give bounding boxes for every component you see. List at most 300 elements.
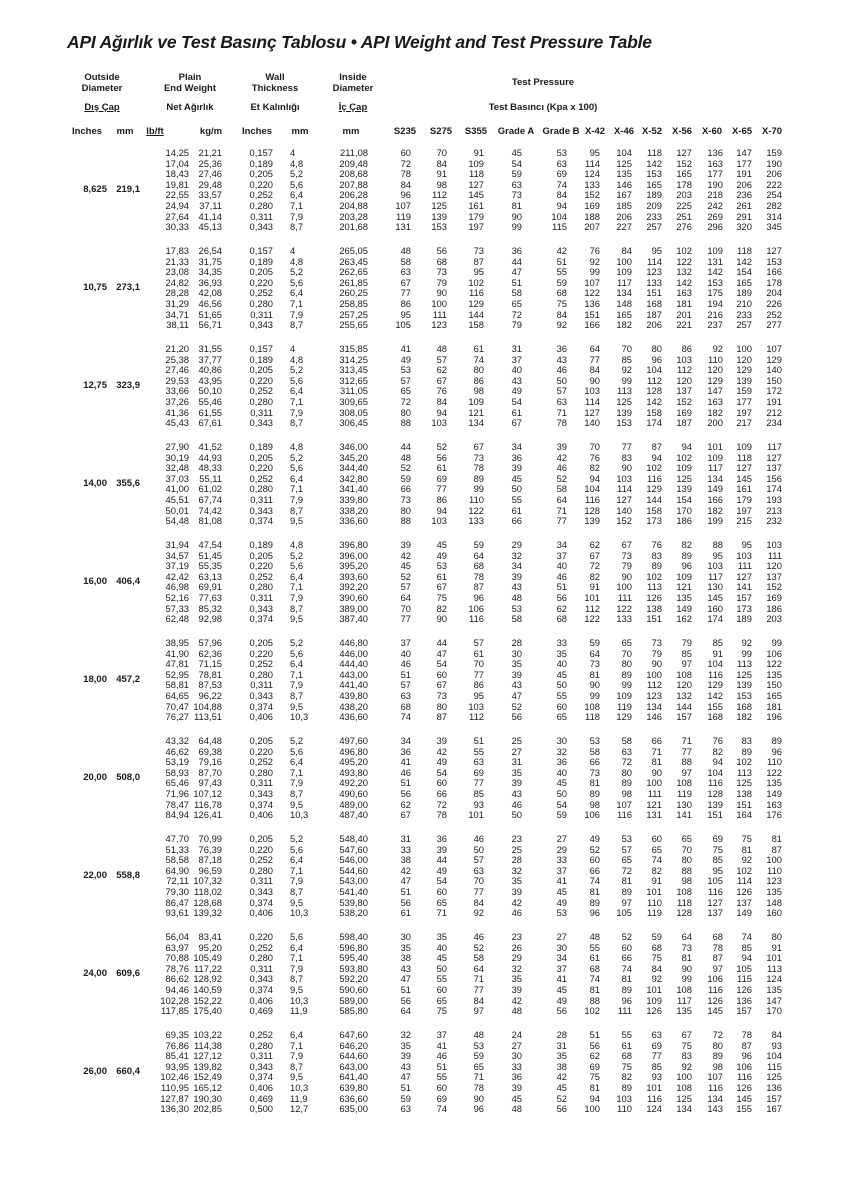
table-cell: 44 — [400, 441, 411, 452]
table-cell: 182 — [736, 711, 752, 723]
table-cell: 0,280 — [249, 200, 273, 211]
table-cell: 84 — [400, 178, 411, 190]
table-cell: 87 — [712, 952, 723, 964]
table-cell: 61 — [436, 462, 447, 474]
table-cell: 439,80 — [339, 690, 368, 701]
table-cell: 345 — [766, 221, 782, 233]
table-cell: 45 — [556, 1082, 567, 1093]
unit-header-1: mm — [116, 126, 134, 137]
table-cell: 82 — [589, 570, 600, 582]
table-cell: 110,95 — [161, 1082, 189, 1093]
table-cell: 28 — [511, 854, 522, 866]
table-cell: 58,93 — [165, 766, 189, 778]
table-cell: 64,65 — [165, 690, 189, 701]
table-cell: 49 — [436, 864, 447, 876]
table-cell: 122 — [766, 766, 782, 778]
table-cell: 81 — [741, 843, 752, 855]
table-cell: 43 — [511, 374, 522, 386]
table-cell: 52,95 — [165, 668, 189, 680]
table-cell: 89 — [651, 560, 662, 572]
table-cell: 590,60 — [339, 984, 368, 995]
table-cell: 102,46 — [160, 1071, 189, 1083]
table-cell: 70 — [589, 441, 600, 452]
table-cell: 100 — [646, 777, 662, 789]
table-cell: 258,85 — [339, 298, 368, 309]
table-cell: 139 — [707, 798, 723, 810]
table-cell: 8,7 — [290, 602, 304, 614]
header-outside-diameter — [72, 72, 132, 94]
table-cell: 31,55 — [198, 343, 222, 354]
table-cell: 92 — [681, 1060, 692, 1072]
table-cell: 0,343 — [249, 602, 273, 614]
table-cell: 116 — [708, 668, 723, 680]
table-cell: 38,95 — [165, 637, 189, 648]
table-cell: 182 — [707, 504, 723, 516]
table-cell: 589,00 — [339, 994, 368, 1006]
table-cell: 146 — [616, 178, 632, 190]
table-cell: 39 — [511, 1082, 522, 1093]
table-cell: 49 — [511, 385, 522, 397]
table-cell: 126 — [646, 1005, 662, 1017]
table-cell: 81 — [511, 200, 522, 211]
table-cell: 339,80 — [339, 494, 368, 505]
table-cell: 52 — [621, 931, 632, 942]
table-cell: 130 — [707, 581, 723, 593]
unit-header-14: X-52 — [641, 126, 663, 137]
table-cell: 139 — [676, 483, 692, 495]
table-cell: 129 — [646, 483, 662, 495]
table-cell: 242 — [707, 200, 723, 211]
table-cell: 104 — [584, 483, 600, 495]
table-cell: 0,205 — [249, 266, 273, 278]
table-cell: 96 — [400, 189, 411, 201]
table-cell: 29,53 — [165, 374, 189, 386]
table-cell: 139 — [736, 679, 752, 691]
table-cell: 40 — [436, 941, 447, 953]
table-cell: 154 — [676, 494, 692, 505]
unit-header-10: Grade A — [497, 126, 535, 137]
table-cell: 8,7 — [290, 788, 304, 799]
table-cell: 34 — [511, 441, 522, 452]
header-plain-end-weight — [155, 72, 225, 94]
table-cell: 186 — [766, 602, 782, 614]
table-cell: 40 — [556, 766, 567, 778]
header-wall-thickness — [240, 72, 310, 94]
table-cell: 0,311 — [250, 679, 273, 691]
table-cell: 118 — [737, 451, 752, 463]
table-cell: 88 — [589, 994, 600, 1006]
table-cell: 204,88 — [339, 200, 368, 211]
table-cell: 14,25 — [165, 147, 189, 158]
table-cell: 135 — [676, 592, 692, 603]
table-cell: 67 — [436, 374, 447, 386]
table-cell: 63 — [621, 745, 632, 757]
table-cell: 58 — [589, 745, 600, 757]
table-cell: 104 — [646, 364, 662, 376]
table-cell: 35 — [556, 647, 567, 659]
table-cell: 70 — [436, 147, 447, 158]
table-cell: 159 — [736, 385, 752, 397]
table-cell: 151 — [736, 798, 752, 810]
table-cell: 201,68 — [339, 221, 368, 233]
table-cell: 113 — [737, 766, 752, 778]
table-cell: 80 — [651, 343, 662, 354]
table-cell: 69 — [651, 1039, 662, 1051]
table-cell: 83 — [741, 735, 752, 746]
table-cell: 124 — [646, 1103, 662, 1115]
table-cell: 118 — [585, 711, 600, 723]
table-cell: 261 — [736, 200, 752, 211]
table-cell: 8,7 — [290, 973, 304, 985]
table-cell: 102 — [676, 245, 692, 256]
table-cell: 166 — [707, 494, 723, 505]
table-cell: 41,90 — [165, 647, 189, 659]
table-cell: 34 — [556, 952, 567, 964]
table-cell: 67 — [473, 441, 484, 452]
table-cell: 96 — [589, 907, 600, 919]
table-cell: 39 — [400, 539, 411, 550]
table-cell: 114 — [585, 157, 600, 169]
table-cell: 88 — [681, 864, 692, 876]
table-cell: 4,8 — [290, 255, 304, 267]
table-cell: 84 — [771, 1029, 782, 1040]
table-cell: 50 — [511, 483, 522, 495]
table-cell: 61 — [473, 647, 484, 659]
header-plain-end-weight-line2: End Weight — [163, 83, 217, 94]
table-cell: 70 — [400, 602, 411, 614]
table-cell: 59 — [473, 1050, 484, 1062]
table-cell: 79 — [681, 637, 692, 648]
table-cell: 152,22 — [193, 994, 222, 1006]
table-cell: 149 — [707, 483, 723, 495]
table-cell: 73 — [589, 766, 600, 778]
table-cell: 48 — [400, 245, 411, 256]
table-cell: 104 — [707, 658, 723, 670]
table-cell: 41,52 — [198, 441, 222, 452]
table-cell: 190 — [707, 178, 723, 190]
table-cell: 62 — [436, 364, 447, 376]
table-cell: 120 — [707, 364, 723, 376]
table-cell: 135 — [676, 1005, 692, 1017]
table-cell: 392,20 — [339, 581, 368, 593]
table-cell: 217 — [736, 417, 752, 429]
table-cell: 160 — [766, 907, 782, 919]
table-cell: 127 — [616, 494, 632, 505]
table-cell: 142 — [707, 690, 723, 701]
table-cell: 62 — [400, 798, 411, 810]
table-cell: 37 — [556, 962, 567, 974]
table-cell: 74 — [473, 353, 484, 365]
table-cell: 42 — [556, 451, 567, 463]
table-cell: 61,55 — [198, 406, 222, 418]
table-cell: 40 — [556, 658, 567, 670]
table-cell: 110 — [617, 1103, 632, 1115]
table-cell: 118,02 — [194, 886, 222, 897]
unit-header-11: Grade B — [542, 126, 580, 137]
table-cell: 140 — [584, 417, 600, 429]
table-cell: 85 — [473, 788, 484, 799]
table-cell: 37,11 — [199, 200, 222, 211]
table-cell: 27 — [511, 1039, 522, 1051]
unit-header-12: X-42 — [584, 126, 606, 137]
table-cell: 209,48 — [339, 157, 368, 169]
table-cell: 68 — [473, 560, 484, 572]
table-cell: 7,9 — [290, 592, 304, 603]
table-cell: 126 — [736, 1082, 752, 1093]
table-cell: 156 — [766, 472, 782, 484]
table-cell: 116 — [469, 287, 484, 299]
table-cell: 78,81 — [198, 668, 222, 680]
table-cell: 73 — [436, 266, 447, 278]
header-et-kalinligi: Et Kalınlığı — [250, 102, 300, 113]
table-cell: 121 — [676, 581, 692, 593]
table-cell: 89 — [621, 668, 632, 680]
table-cell: 76 — [436, 385, 447, 397]
table-cell: 99 — [589, 266, 600, 278]
table-cell: 314 — [766, 210, 782, 222]
table-cell: 55,46 — [198, 396, 222, 407]
table-cell: 90 — [589, 679, 600, 691]
table-cell: 53 — [400, 364, 411, 376]
table-cell: 206,28 — [339, 189, 368, 201]
table-cell: 80 — [436, 700, 447, 712]
table-cell: 395,20 — [339, 560, 368, 572]
table-cell: 102 — [736, 864, 752, 876]
table-cell: 48 — [400, 451, 411, 463]
table-cell: 23 — [511, 833, 522, 844]
header-test-pressure: Test Pressure — [511, 77, 575, 88]
page-title: API Ağırlık ve Test Basınç Tablosu • API Weight and Test Pressure Table — [67, 32, 652, 52]
table-cell: 37,26 — [165, 396, 189, 407]
table-cell: 65,46 — [165, 777, 189, 789]
table-cell: 10,3 — [290, 994, 309, 1006]
table-cell: 125 — [766, 1071, 782, 1083]
table-cell: 48 — [436, 343, 447, 354]
table-cell: 116 — [617, 809, 632, 821]
table-cell: 111 — [647, 788, 662, 799]
table-cell: 21,20 — [165, 343, 189, 354]
table-cell: 116 — [647, 1092, 662, 1104]
table-cell: 112 — [677, 364, 692, 376]
table-cell: 47,54 — [198, 539, 222, 550]
table-cell: 48 — [511, 1005, 522, 1017]
table-cell: 99 — [511, 221, 522, 233]
table-cell: 7,9 — [290, 962, 304, 974]
table-cell: 45 — [511, 472, 522, 484]
table-cell: 89 — [589, 788, 600, 799]
table-cell: 94 — [741, 952, 752, 964]
table-cell: 5,6 — [290, 745, 304, 757]
table-cell: 90 — [511, 210, 522, 222]
table-cell: 104 — [707, 766, 723, 778]
table-cell: 548,40 — [339, 833, 368, 844]
table-cell: 100 — [646, 668, 662, 680]
od-mm: 273,1 — [116, 282, 140, 294]
table-cell: 6,4 — [290, 287, 304, 299]
table-cell: 0,189 — [249, 539, 273, 550]
table-cell: 108 — [584, 700, 600, 712]
table-cell: 27,46 — [198, 168, 222, 180]
table-cell: 45,43 — [165, 417, 189, 429]
table-cell: 90 — [621, 462, 632, 474]
table-cell: 6,4 — [290, 658, 304, 670]
table-cell: 25 — [511, 735, 522, 746]
table-cell: 77 — [473, 668, 484, 680]
table-cell: 175,40 — [193, 1005, 222, 1017]
table-cell: 96 — [651, 353, 662, 365]
table-cell: 0,189 — [249, 157, 273, 169]
table-cell: 139,82 — [193, 1060, 222, 1072]
table-cell: 90 — [651, 766, 662, 778]
table-cell: 78 — [473, 570, 484, 582]
unit-header-13: X-46 — [613, 126, 635, 137]
table-cell: 57 — [400, 679, 411, 691]
table-cell: 6,4 — [290, 570, 304, 582]
table-cell: 0,406 — [249, 994, 273, 1006]
table-cell: 133 — [584, 178, 600, 190]
table-cell: 595,40 — [339, 952, 368, 964]
table-cell: 4,8 — [290, 353, 304, 365]
table-cell: 54 — [436, 658, 447, 670]
table-cell: 163 — [766, 798, 782, 810]
table-cell: 76 — [651, 539, 662, 550]
table-cell: 0,311 — [250, 210, 273, 222]
table-cell: 77 — [681, 745, 692, 757]
table-cell: 77 — [400, 613, 411, 625]
header-plain-end-weight-line1: Plain — [178, 72, 202, 83]
table-cell: 151 — [646, 287, 662, 299]
table-cell: 308,05 — [339, 406, 368, 418]
table-cell: 41 — [556, 875, 567, 887]
table-cell: 106 — [736, 1060, 752, 1072]
table-cell: 50 — [556, 374, 567, 386]
table-cell: 54 — [511, 396, 522, 407]
table-cell: 144 — [676, 700, 692, 712]
table-cell: 99 — [621, 374, 632, 386]
table-cell: 206 — [736, 178, 752, 190]
table-cell: 48 — [473, 1029, 484, 1040]
table-cell: 8,7 — [290, 886, 304, 897]
table-cell: 77 — [651, 1050, 662, 1062]
table-cell: 97 — [473, 1005, 484, 1017]
table-cell: 44 — [436, 637, 447, 648]
table-cell: 147 — [766, 994, 782, 1006]
table-cell: 46 — [556, 462, 567, 474]
table-cell: 76 — [712, 735, 723, 746]
table-cell: 107 — [395, 200, 411, 211]
table-cell: 32 — [556, 745, 567, 757]
table-cell: 31 — [511, 756, 522, 768]
od-inches: 10,75 — [83, 282, 107, 294]
table-cell: 42 — [400, 864, 411, 876]
table-cell: 104 — [766, 1050, 782, 1062]
table-cell: 117 — [708, 462, 723, 474]
table-cell: 86 — [681, 343, 692, 354]
table-cell: 150 — [766, 374, 782, 386]
table-cell: 55 — [436, 973, 447, 985]
table-cell: 102 — [646, 462, 662, 474]
table-cell: 125 — [431, 200, 447, 211]
table-cell: 86 — [473, 679, 484, 691]
table-cell: 0,252 — [249, 189, 273, 201]
table-cell: 9,5 — [290, 984, 304, 995]
table-cell: 58 — [556, 483, 567, 495]
table-cell: 41 — [400, 756, 411, 768]
table-cell: 200 — [707, 417, 723, 429]
table-cell: 0,205 — [249, 364, 273, 376]
table-cell: 5,2 — [290, 833, 304, 844]
table-cell: 114 — [737, 875, 752, 887]
header-inside-diameter-line2: Diameter — [332, 83, 374, 94]
table-cell: 207,88 — [339, 178, 368, 190]
table-cell: 102 — [736, 756, 752, 768]
table-cell: 153 — [766, 255, 782, 267]
table-cell: 0,311 — [250, 1050, 273, 1062]
table-cell: 73 — [473, 245, 484, 256]
table-cell: 46 — [473, 931, 484, 942]
table-cell: 396,80 — [339, 539, 368, 550]
table-cell: 0,374 — [249, 613, 273, 625]
table-cell: 84 — [473, 994, 484, 1006]
table-cell: 188 — [584, 210, 600, 222]
table-cell: 490,60 — [339, 788, 368, 799]
unit-header-18: X-70 — [761, 126, 783, 137]
table-cell: 9,5 — [290, 896, 304, 908]
table-cell: 60 — [621, 941, 632, 953]
table-cell: 72 — [712, 1029, 723, 1040]
table-cell: 83 — [621, 451, 632, 463]
table-cell: 65 — [681, 833, 692, 844]
table-cell: 131 — [646, 809, 662, 821]
table-cell: 181 — [676, 298, 692, 309]
table-cell: 163 — [676, 287, 692, 299]
table-cell: 53 — [621, 833, 632, 844]
od-mm: 609,6 — [116, 968, 140, 980]
table-cell: 69,35 — [165, 1029, 189, 1040]
table-cell: 0,374 — [249, 515, 273, 527]
table-cell: 63 — [651, 1029, 662, 1040]
table-cell: 35 — [511, 973, 522, 985]
table-cell: 116 — [708, 1082, 723, 1093]
table-cell: 36 — [556, 343, 567, 354]
table-cell: 209 — [646, 200, 662, 211]
table-cell: 89 — [473, 472, 484, 484]
table-cell: 116,78 — [194, 798, 222, 810]
table-cell: 87,18 — [198, 854, 222, 866]
table-cell: 68 — [436, 255, 447, 267]
table-cell: 0,280 — [249, 396, 273, 407]
table-cell: 341,40 — [339, 483, 368, 495]
table-cell: 92 — [589, 255, 600, 267]
table-cell: 128,68 — [193, 896, 222, 908]
table-cell: 68 — [400, 700, 411, 712]
table-cell: 109 — [468, 157, 484, 169]
table-cell: 94 — [681, 441, 692, 452]
table-cell: 165 — [616, 308, 632, 320]
table-cell: 0,189 — [249, 353, 273, 365]
table-cell: 60 — [651, 833, 662, 844]
table-cell: 45 — [400, 560, 411, 572]
table-cell: 142 — [646, 157, 662, 169]
table-cell: 160 — [707, 602, 723, 614]
table-cell: 91 — [436, 168, 447, 180]
table-cell: 172 — [766, 385, 782, 397]
table-cell: 142 — [646, 396, 662, 407]
table-cell: 126 — [707, 994, 723, 1006]
table-cell: 153 — [736, 690, 752, 701]
table-cell: 32 — [511, 962, 522, 974]
table-cell: 66 — [589, 864, 600, 876]
